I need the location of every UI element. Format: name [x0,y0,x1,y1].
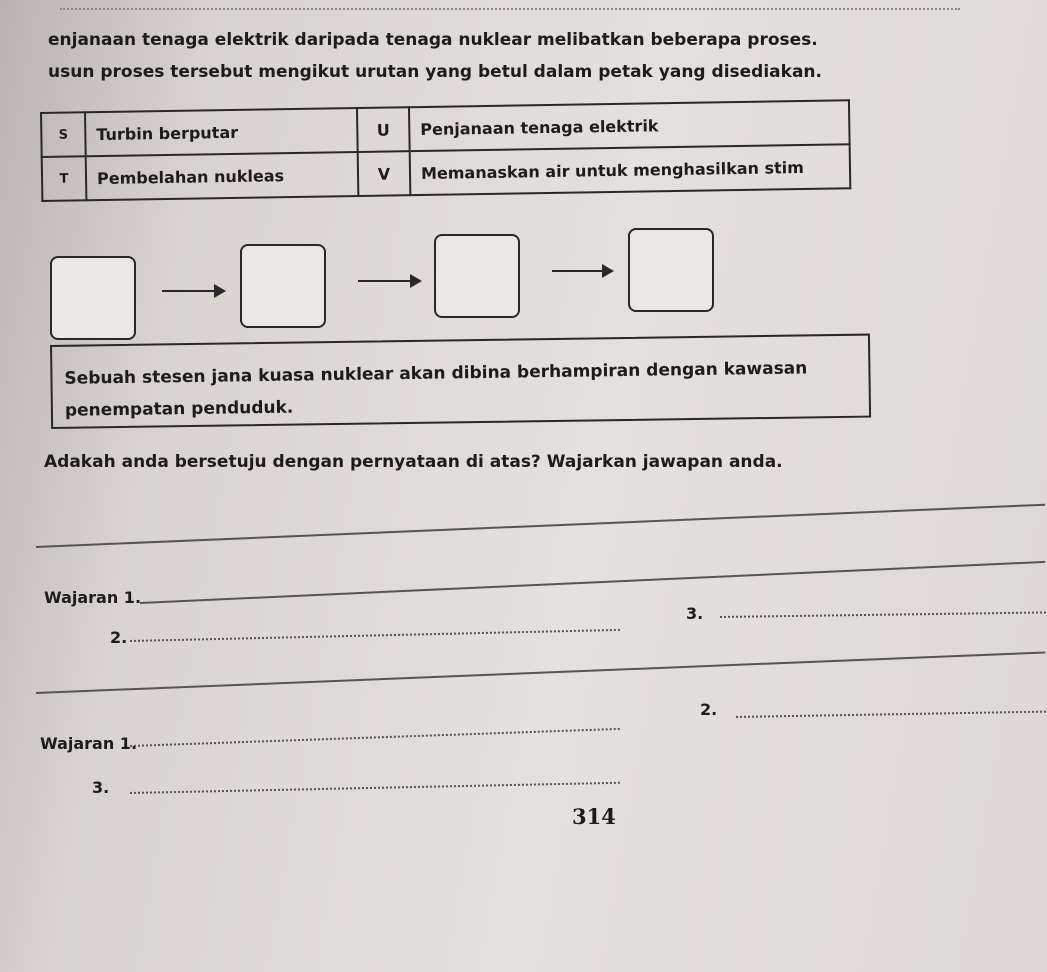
arrow-right-icon [358,280,420,282]
answer-label: 2. [110,628,128,647]
sequence-box-4[interactable] [628,228,714,312]
answer-label: Wajaran 1. [44,588,142,607]
sequence-box-3[interactable] [434,234,520,318]
answer-label: Wajaran 1. [40,734,138,753]
answer-dotted-line[interactable] [736,711,1046,718]
question-text: Adakah anda bersetuju dengan pernyataan di atas? Wajarkan jawapan anda. [44,452,783,472]
process-text: Memanaskan air untuk menghasilkan stim [410,144,851,195]
process-table [40,99,851,202]
answer-label: 3. [686,604,704,623]
sequence-box-2[interactable] [240,244,326,328]
row-label-s: S [41,112,86,157]
answer-label: 2. [700,700,718,719]
arrow-right-icon [162,290,224,292]
answer-line[interactable] [140,561,1045,604]
page-number: 314 [572,804,616,829]
statement-box [50,334,871,429]
answer-dotted-line[interactable] [130,629,620,642]
answer-line[interactable] [36,651,1045,694]
row-label-u: U [357,107,410,152]
answer-dotted-line[interactable] [130,728,620,747]
answer-dotted-line[interactable] [130,782,620,794]
intro-line-2: usun proses tersebut mengikut urutan yang betul dalam petak yang disediakan. [48,62,822,82]
process-text: Penjanaan tenaga elektrik [409,100,850,151]
sequence-box-1[interactable] [50,256,136,340]
intro-line-1: enjanaan tenaga elektrik daripada tenaga nuklear melibatkan beberapa proses. [48,30,818,50]
row-label-v: V [358,151,411,196]
statement-line-2: penempatan penduduk. [64,397,294,421]
statement-line-1: Sebuah stesen jana kuasa nuklear akan dibina berhampiran dengan kawasan [64,358,808,389]
process-text: Pembelahan nukleas [86,152,359,200]
answer-line[interactable] [36,504,1045,548]
top-dotted-line [60,8,960,10]
process-text: Turbin berputar [85,108,358,156]
row-label-t: T [42,156,87,201]
answer-label: 3. [92,778,110,797]
answer-dotted-line[interactable] [720,611,1046,618]
arrow-right-icon [552,270,612,272]
